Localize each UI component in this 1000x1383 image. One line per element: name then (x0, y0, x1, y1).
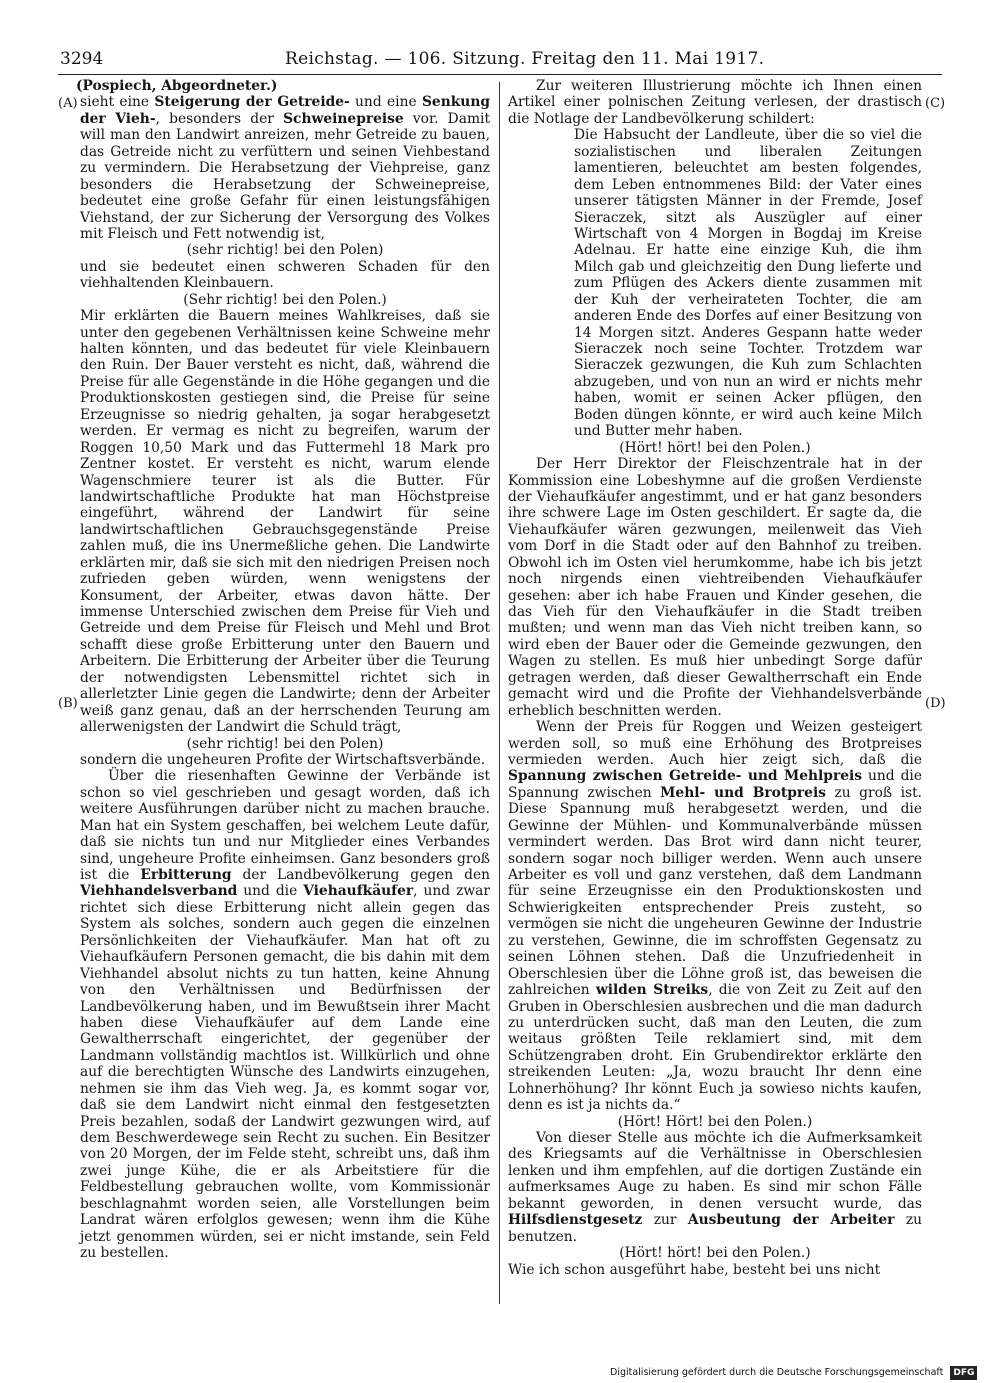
interjection: (sehr richtig! bei den Polen) (186, 735, 384, 752)
page-number: 3294 (60, 49, 104, 69)
dfg-logo: DFG (950, 1366, 977, 1380)
text-run: , und zwar richtet sich diese Erbitterung nicht allein gegen das System als solches, sondern auch gegen die einzelnen Persönlichkeiten der Viehaufkäufer. Man hat oft zu Viehaufkäufern Personen gemacht, die bis dahin mit dem Viehhandel absolut nichts zu tun hatten, keine Ahnung von den Verhältnissen und Bedürfnissen der Landbevölkerung haben, und im Bewußtsein ihrer Macht haben diese Viehaufkäufer auf dem Lande eine Gewaltherrschaft eingerichtet, der gegenüber der Landmann vollständig machtlos ist. Willkürlich und ohne auf die berechtigten Wünsche des Landwirts einzugehen, nehmen sie ihm das Vieh weg. Ja, es kommt sogar vor, daß sie dem Landwirt nicht einmal den festgesetzten Preis bezahlen, sodaß der Landwirt gezwungen wird, auf dem Beschwerdewege sein Recht zu suchen. Ein Besitzer von 20 Morgen, der im Felde steht, schreibt uns, daß ihm zwei junge Kühe, die er als Arbeitstiere für die Feldbestellung gebrauchen wollte, vom Kommissionär beschlagnahmt worden seien, alle Vorstellungen beim Landrat wären erfolglos gewesen; wenn ihm die Kühe jetzt genommen würden, sei er nicht imstande, sein Feld zu bestellen. (80, 883, 490, 1262)
emphasis: Senkung der Vieh- (80, 94, 490, 127)
text-run: und die (237, 883, 304, 900)
text-run: zur (642, 1212, 688, 1229)
right-column (508, 78, 922, 1278)
paragraph (80, 94, 490, 242)
text-run: vor. Damit will man den Landwirt anreizen, mehr Getreide zu bauen, das Getreide nicht zu verfüttern und seinen Viehbestand zu vermindern. Die Herabsetzung der Viehpreise, ganz besonders die Herabsetzung der Schweinepreise, bedeutet eine große Gefahr für einen leistungsfähigen Viehstand, der zur Sicherung der Versorgung des Volkes mit Fleisch und Fett notwendig ist, (80, 110, 490, 242)
quoted-article: Die Habsucht der Landleute, über die so viel die sozialistischen und liberalen Zeitungen lamentieren, beleuchtet am besten folgendes, dem Leben entnommenes Bild: der Vater eines unserer tätigsten Männer in der Fremde, Josef Sieraczek, sitzt als Auszügler auf einer Wirtschaft von 4 Morgen in Bogdaj im Kreise Adelnau. Er hatte eine einzige Kuh, die ihm Milch gab und gleichzeitig den Dung lieferte und zum Pflügen des Ackers diente zusammen mit der Kuh der verheirateten Tochter, die am anderen Ende des Dorfes auf einer Besitzung von 14 Morgen sitzt. Anderes Gespann hatte weder Sieraczek noch seine Tochter. Trotzdem war Sieraczek gezwungen, die Kuh zum Schlachten abzugeben, und von nun an wird er nichts mehr haben, womit er seinen Acker pflügen, den Boden düngen könnte, er wird auch keine Milch und Butter mehr haben. (574, 127, 922, 440)
paragraph: Mir erklärten die Bauern meines Wahlkreises, daß sie unter den gegebenen Verhältnissen keine Schweine mehr halten könnten, und das bedeutet für viele Kleinbauern den Ruin. Der Bauer versteht es nicht, daß, während die Preise für alle Gegenstände in die Höhe gegangen und die Produktionskosten gestiegen sind, die Preise für seine Erzeugnisse so niedrig gehalten, ja sogar herabgesetzt werden. Er vermag es nicht zu begreifen, warum der Roggen 10,50 Mark und das Futtermehl 18 Mark pro Zentner kostet. Er versteht es nicht, warum elende Wagenschmiere teurer ist als die Butter. Für landwirtschaftliche Produkte hat man Höchstpreise eingeführt, während der Landwirt für seine landwirtschaftlichen Gebrauchsgegenstände Preise zahlen muß, die ins Unermeßliche gehen. Die Landwirte erklärten mir, daß sie sich mit den niedrigen Preisen noch zufrieden geben würden, wenn wenigstens der Konsument, der Arbeiter, etwas davon hätte. Der immense Unterschied zwischen dem Preise für Vieh und Getreide und dem Preise für Fleisch und Mehl und Brot schafft diese große Erbitterung unter den Bauern und Arbeitern. Die Erbitterung der Arbeiter über die Teurung der notwendigsten Lebensmittel richtet sich in allerletzter Linie gegen die Landwirte; denn der Arbeiter weiß ganz genau, daß an der herrschenden Teurung am allerwenigsten der Landwirt die Schuld trägt, (80, 308, 490, 736)
emphasis: Steigerung der Getreide- (154, 94, 350, 111)
margin-mark-a: (A) (58, 96, 78, 111)
paragraph: sondern die ungeheuren Profite der Wirtschaftsverbände. (80, 751, 486, 768)
text-run: Wenn der Preis für Roggen und Weizen gesteigert werden soll, so muß eine Erhöhung des Brotpreises vermieden werden. Auch hier zeigt sich, daß die (508, 719, 922, 768)
text-run: und eine (349, 94, 422, 111)
left-column (76, 78, 490, 1262)
emphasis: Mehl- und Brotpreis (660, 784, 826, 801)
text-run: Über die riesenhaften Gewinne der Verbände ist schon so viel geschrieben und gesagt worden, daß ich weitere Ausführungen darüber nicht zu machen brauche. Man hat ein System geschaffen, bei welchem Leute dafür, daß sie nichts tun und nur Mitglieder eines Verbandes sind, ungeheure Profite einheimsen. Ganz besonders groß ist die (80, 768, 490, 883)
paragraph: Zur weiteren Illustrierung möchte ich Ihnen einen Artikel einer polnischen Zeitung verlesen, der drastisch die Notlage der Landbevölkerung schildert: (508, 78, 922, 127)
emphasis: Schweinepreise (283, 110, 404, 127)
text-run: zu groß ist. Diese Spannung muß herabgesetzt werden, und die Gewinne der Mühlen- und Kommunalverbände müssen vermindert werden. Das Brot wird dann nicht teurer, sondern sogar noch billiger werden. Wenn auch unsere Arbeiter es voll und ganz verstehen, daß dem Landmann für seine Erzeugnisse ein den Produktionskosten und Schwierigkeiten entsprechender Preis zusteht, so vermögen sie nicht die ungeheuren Gewinne der Industrie zu verstehen, Gewinne, die im schroffsten Gegensatz zu seinen Löhnen stehen. Daß die Unzufriedenheit in Oberschlesien über die Löhne groß ist, das beweisen die zahlreichen (508, 784, 923, 999)
text-run: zu benutzen. (508, 1212, 922, 1245)
margin-mark-d: (D) (925, 696, 946, 711)
paragraph (508, 1130, 922, 1245)
margin-mark-c: (C) (925, 96, 946, 111)
text-run: , besonders der (155, 110, 284, 127)
page-header (60, 48, 940, 70)
page-title: Reichstag. — 106. Sitzung. Freitag den 11. Mai 1917. (285, 49, 765, 69)
text-run: sieht eine (80, 94, 155, 111)
interjection: (Hört! hört! bei den Polen.) (619, 1245, 811, 1262)
interjection: (Sehr richtig! bei den Polen.) (183, 291, 387, 308)
emphasis: Spannung zwischen Getreide- und Mehlpreis (508, 768, 862, 785)
header-rule (58, 74, 942, 75)
emphasis: Hilfsdienstgesetz (508, 1212, 643, 1229)
paragraph: Der Herr Direktor der Fleischzentrale hat in der Kommission eine Lobeshymne auf die großen Verdienste der Viehaufkäufer angestimmt, und er hat ganz besonders ihre schwere Lage im Osten geschildert. Er sagte da, die Viehaufkäufer wären gezwungen, meilenweit das Vieh vom Dorf in die Stadt oder auf den Bahnhof zu treiben. Obwohl ich im Osten viel herumkomme, habe ich bis jetzt noch nirgends einen viehtreibenden Viehaufkäufer gesehen: aber ich habe Frauen und Kinder gesehen, die das Vieh für den Viehaufkäufer in die Stadt treiben mußten; und wenn man das Vieh nicht treiben kann, so wird eben der Bauer oder die Gemeinde gezwungen, den Wagen zu stellen. Es muß hier unbedingt Sorge dafür getragen werden, daß dieser Gewaltherrschaft ein Ende gemacht wird und die Profite der Viehhandelsverbände erheblich beschnitten werden. (508, 456, 922, 719)
text-run: der Landbevölkerung gegen den (231, 867, 490, 883)
text-run: und die Spannung zwischen (508, 768, 922, 801)
paragraph (508, 719, 922, 1114)
emphasis: Viehaufkäufer (303, 883, 414, 900)
emphasis: Erbitterung (140, 867, 232, 883)
speaker-name: (Pospiech, Abgeordneter.) (76, 78, 278, 94)
paragraph (80, 768, 490, 1261)
interjection: (Hört! Hört! bei den Polen.) (617, 1113, 813, 1130)
margin-mark-b: (B) (58, 696, 78, 711)
text-run: , die von Zeit zu Zeit auf den Gruben in Oberschlesien ausbrechen und die man dadurch zu unterdrücken sucht, daß man den Leuten, die zum weitaus größten Teile reklamiert sind, mit dem Schützengraben droht. Ein Grubendirektor erklärte den streikenden Leuten: „Ja, wozu braucht Ihr denn eine Lohnerhöhung? Ihr könnt Euch ja sowieso nichts kaufen, denn es ist ja nichts da.“ (508, 982, 923, 1114)
text-run: Von dieser Stelle aus möchte ich die Aufmerksamkeit des Kriegsamts auf die Verhältnisse in Oberschlesien lenken und ihm empfehlen, auf die dortigen Zustände ein aufmerksames Auge zu haben. Es sind mir schon Fälle bekannt geworden, in denen versucht wurde, das (508, 1130, 922, 1212)
column-divider (499, 82, 500, 1304)
paragraph: Wie ich schon ausgeführt habe, besteht bei uns nicht (508, 1261, 881, 1278)
paragraph: und sie bedeutet einen schweren Schaden für den viehhaltenden Kleinbauern. (80, 258, 490, 292)
digitization-footer (610, 1366, 996, 1380)
emphasis: wilden Streiks (595, 982, 709, 999)
interjection: (Hört! hört! bei den Polen.) (619, 439, 811, 456)
emphasis: Viehhandelsverband (80, 883, 238, 900)
interjection: (sehr richtig! bei den Polen) (186, 242, 384, 259)
footer-text: Digitalisierung gefördert durch die Deutsche Forschungsgemeinschaft (610, 1367, 944, 1378)
emphasis: Ausbeutung der Arbeiter (687, 1212, 895, 1229)
